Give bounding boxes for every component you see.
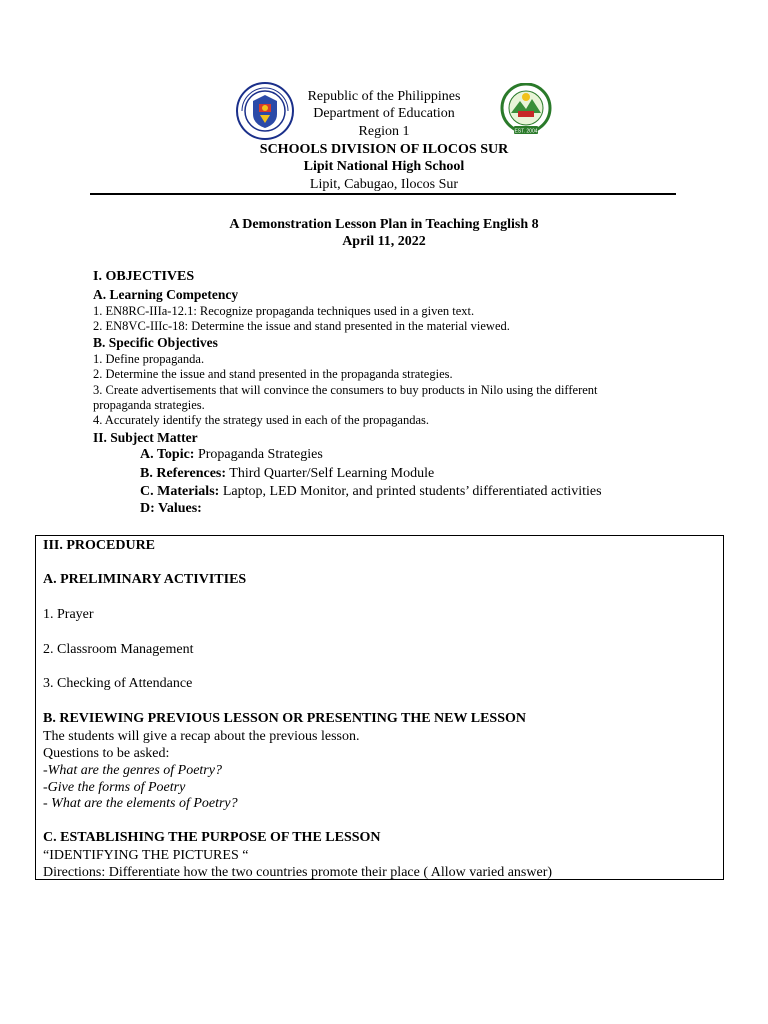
question-item: -What are the genres of Poetry?	[43, 763, 222, 778]
header-school: Lipit National High School	[303, 159, 465, 174]
purpose-heading: C. ESTABLISHING THE PURPOSE OF THE LESSON	[43, 830, 381, 845]
subject-references	[140, 465, 434, 482]
specific-objective-item: 4. Accurately identify the strategy used in each of the propagandas.	[93, 413, 429, 427]
classroom-management-item: 2. Classroom Management	[43, 642, 194, 657]
subject-topic	[140, 446, 323, 463]
subject-materials	[140, 483, 602, 500]
header-divider	[90, 193, 676, 195]
competency-item: 1. EN8RC-IIIa-12.1: Recognize propaganda techniques used in a given text.	[93, 304, 475, 318]
attendance-item: 3. Checking of Attendance	[43, 676, 193, 691]
competency-item: 2. EN8VC-IIIc-18: Determine the issue and stand presented in the material viewed.	[93, 319, 510, 333]
specific-objective-item: 3. Create advertisements that will convince the consumers to buy products in Nilo using the different	[93, 383, 598, 397]
topic-value: Propaganda Strategies	[194, 447, 323, 462]
procedure-heading: III. PROCEDURE	[43, 538, 156, 553]
specific-objectives-heading: B. Specific Objectives	[93, 335, 218, 350]
objectives-heading: I. OBJECTIVES	[93, 269, 195, 284]
materials-value: Laptop, LED Monitor, and printed students’ differentiated activities	[219, 484, 602, 499]
topic-label: A. Topic:	[140, 447, 195, 462]
questions-intro: Questions to be asked:	[43, 746, 170, 761]
review-text: The students will give a recap about the previous lesson.	[43, 729, 360, 744]
subject-values	[140, 500, 202, 517]
lesson-plan-date: April 11, 2022	[342, 234, 426, 249]
activity-title: “IDENTIFYING THE PICTURES “	[43, 848, 249, 863]
review-lesson-heading: B. REVIEWING PREVIOUS LESSON OR PRESENTING THE NEW LESSON	[43, 711, 526, 726]
question-item: - What are the elements of Poetry?	[43, 796, 238, 811]
header-division: SCHOOLS DIVISION OF ILOCOS SUR	[259, 142, 509, 157]
specific-objective-item: 2. Determine the issue and stand presented in the propaganda strategies.	[93, 367, 453, 381]
header-department: Department of Education	[313, 106, 455, 121]
school-seal-ribbon: EST. 2004	[514, 128, 538, 135]
specific-objective-item: 1. Define propaganda.	[93, 352, 205, 366]
materials-label: C. Materials:	[140, 484, 220, 499]
subject-matter-heading: II. Subject Matter	[93, 430, 198, 445]
specific-objective-item: propaganda strategies.	[93, 398, 205, 412]
lesson-plan-title: A Demonstration Lesson Plan in Teaching English 8	[229, 217, 539, 232]
preliminary-activities-heading: A. PRELIMINARY ACTIVITIES	[43, 572, 247, 587]
values-label: D: Values:	[140, 501, 202, 516]
header-region: Region 1	[358, 124, 410, 139]
prayer-item: 1. Prayer	[43, 607, 94, 622]
directions-text: Directions: Differentiate how the two countries promote their place ( Allow varied answer)	[43, 865, 553, 880]
header-address: Lipit, Cabugao, Ilocos Sur	[309, 177, 459, 192]
question-item: -Give the forms of Poetry	[43, 780, 186, 795]
procedure-table	[35, 535, 724, 880]
header-republic: Republic of the Philippines	[307, 89, 461, 104]
references-label: B. References:	[140, 466, 227, 481]
learning-competency-heading: A. Learning Competency	[93, 287, 239, 302]
references-value: Third Quarter/Self Learning Module	[226, 466, 435, 481]
